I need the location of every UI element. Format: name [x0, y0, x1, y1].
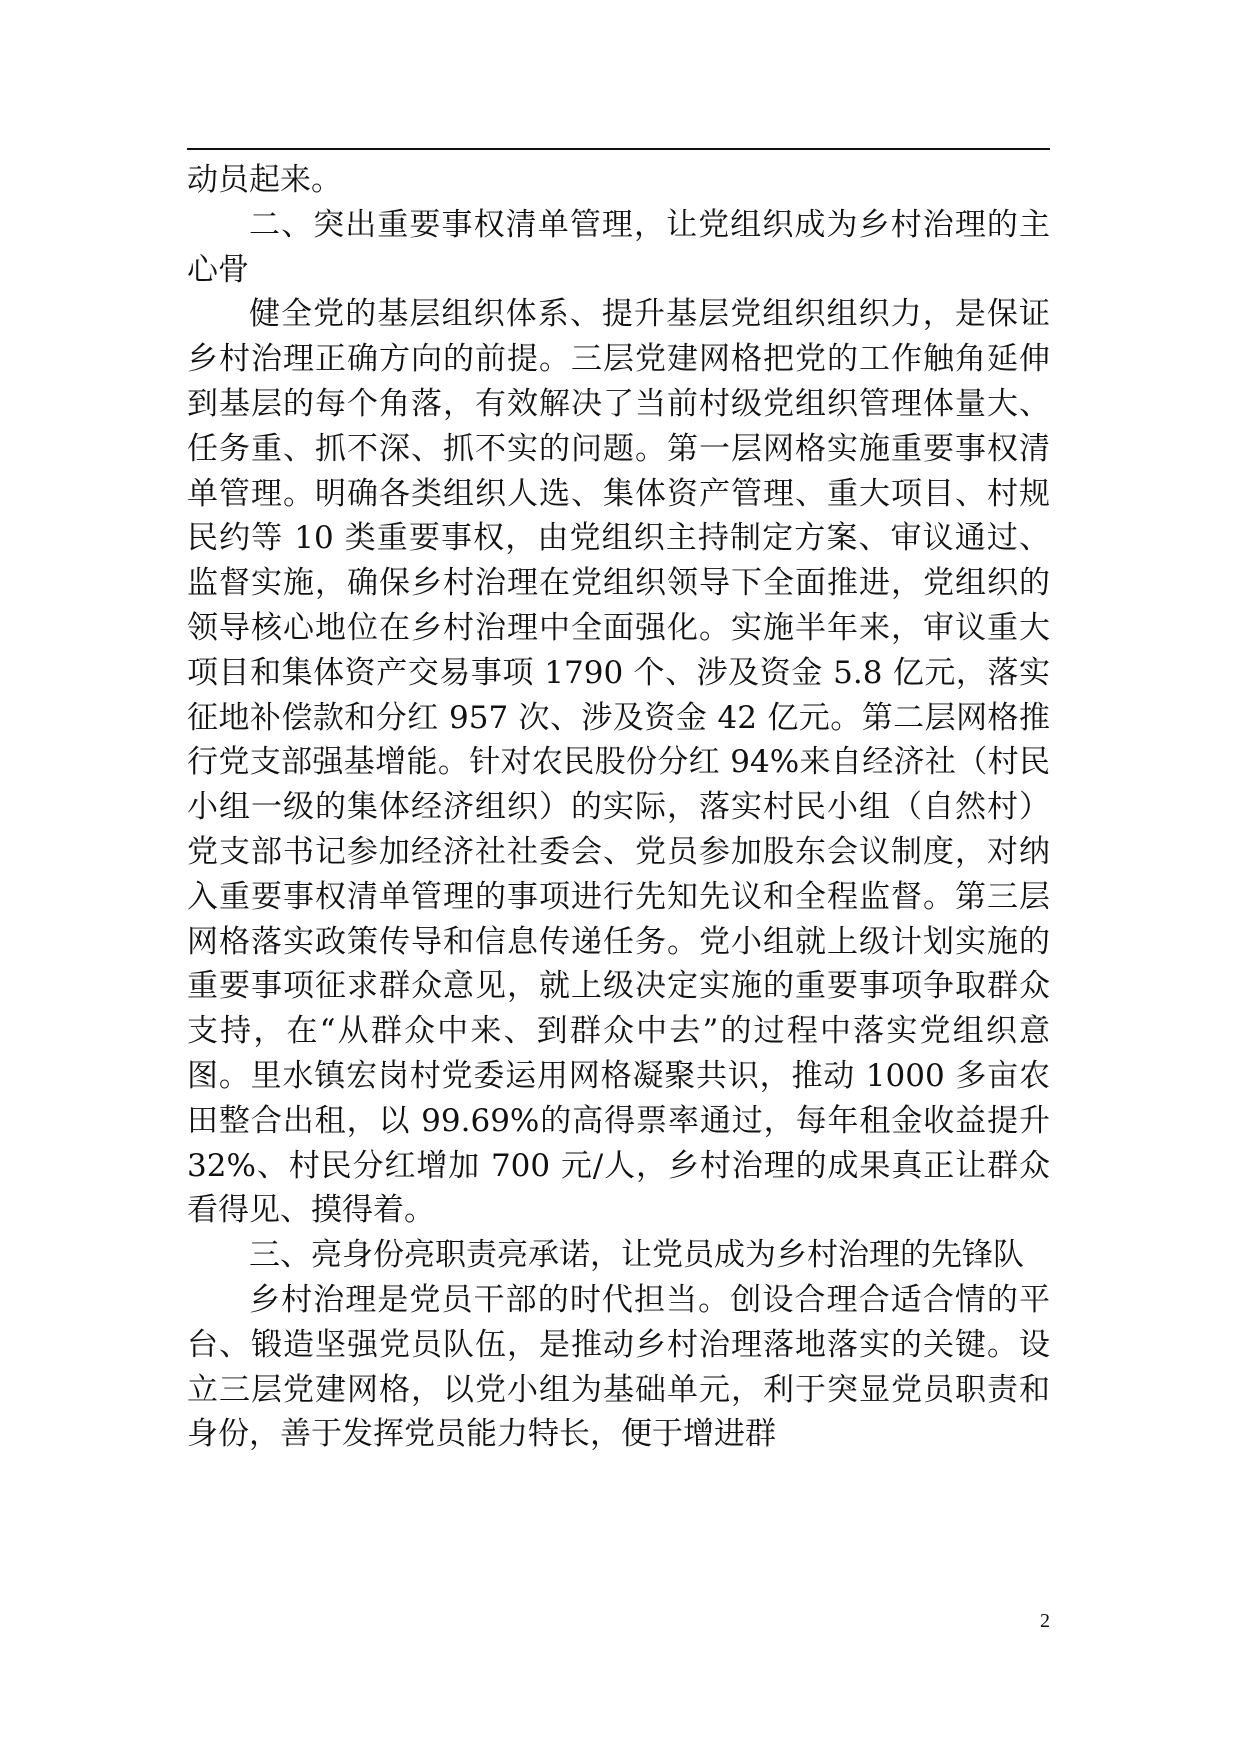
page-number: 2 — [1040, 1610, 1050, 1632]
header-rule — [187, 148, 1050, 150]
section-heading-three: 三、亮身份亮职责亮承诺，让党员成为乡村治理的先锋队 — [249, 1237, 1024, 1274]
section-heading-two: 二、突出重要事权清单管理，让党组织成为乡村治理的主心骨 — [187, 206, 1050, 288]
paragraph-continuation: 动员起来。 — [187, 162, 342, 198]
paragraph-section-three: 乡村治理是党员干部的时代担当。创设合理合适合情的平台、锻造坚强党员队伍，是推动乡村治理落地落实的关键。设立三层党建网格，以党小组为基础单元，利于突显党员职责和身份，善于发挥党员能力特长，便于增进群 — [187, 1281, 1050, 1453]
paragraph-section-two: 健全党的基层组织体系、提升基层党组织组织力，是保证乡村治理正确方向的前提。三层党建网格把党的工作触角延伸到基层的每个角落，有效解决了当前村级党组织管理体量大、任务重、抓不深、抓不实的问题。第一层网格实施重要事权清单管理。明确各类组织人选、集体资产管理、重大项目、村规民约等 10 类重要事权，由党组织主持制定方案、审议通过、监督实施，确保乡村治理在党组织领导下全面推进，党组织的领导核心地位在乡村治理中全面强化。实施半年来，审议重大项目和集体资产交易事项 1790 个、涉及资金 5.8 亿元，落实征地补偿款和分红 957 次、涉及资金 42 亿元。第二层网格推行党支部强基增能。针对农民股份分红 94%来自经济社（村民小组一级的集体经济组织）的实际，落实村民小组（自然村）党支部书记参加经济社社委会、党员参加股东会议制度，对纳入重要事权清单管理的事项进行先知先议和全程监督。第三层网格落实政策传导和信息传递任务。党小组就上级计划实施的重要事项征求群众意见，就上级决定实施的重要事项争取群众支持，在“从群众中来、到群众中去”的过程中落实党组织意图。里水镇宏岗村党委运用网格凝聚共识，推动 1000 多亩农田整合出租，以 99.69%的高得票率通过，每年租金收益提升 32%、村民分红增加 700 元/人，乡村治理的成果真正让群众看得见、摸得着。 — [187, 296, 1050, 1229]
body-text — [187, 158, 1050, 1457]
